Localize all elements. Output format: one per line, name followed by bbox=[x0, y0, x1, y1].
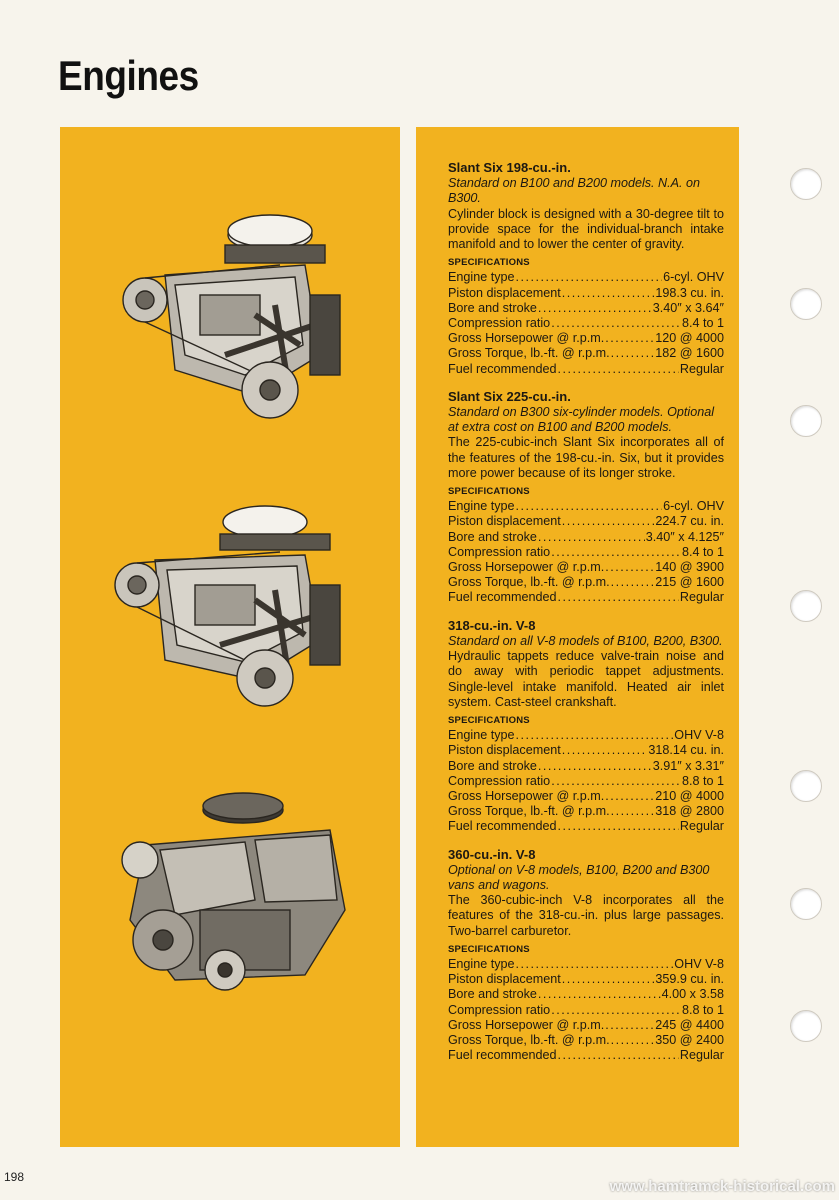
spec-label: Gross Horsepower @ r.p.m. bbox=[448, 788, 605, 803]
spec-label: Gross Torque, lb.-ft. @ r.p.m. bbox=[448, 346, 610, 361]
watermark: www.hamtramck-historical.com bbox=[609, 1178, 835, 1195]
spec-label: Compression ratio bbox=[448, 544, 551, 559]
binder-hole bbox=[790, 888, 822, 920]
spec-row bbox=[448, 545, 724, 560]
spec-value: 198.3 cu. in. bbox=[655, 285, 724, 300]
engine-availability: Optional on V-8 models, B100, B200 and B300 vans and wagons. bbox=[448, 862, 710, 892]
spec-value: 6-cyl. OHV bbox=[663, 270, 724, 285]
spec-row bbox=[448, 301, 724, 316]
spec-value: Regular bbox=[679, 1048, 724, 1063]
spec-row bbox=[448, 728, 724, 743]
binder-hole bbox=[790, 590, 822, 622]
spec-label: Fuel recommended bbox=[448, 819, 557, 834]
engine-title: Slant Six 198-cu.-in. bbox=[448, 160, 571, 175]
spec-row bbox=[448, 1003, 724, 1018]
spec-value: 140 @ 3900 bbox=[655, 560, 724, 575]
spec-value: 318 @ 2800 bbox=[655, 804, 724, 819]
spec-value: 182 @ 1600 bbox=[655, 346, 724, 361]
spec-label: Bore and stroke bbox=[448, 300, 537, 315]
spec-row bbox=[448, 530, 724, 545]
spec-label: Bore and stroke bbox=[448, 529, 537, 544]
spec-value: Regular bbox=[679, 361, 724, 376]
spec-label: Compression ratio bbox=[448, 773, 551, 788]
spec-label: Fuel recommended bbox=[448, 590, 557, 605]
slant-six-225-engine-image bbox=[105, 500, 365, 725]
engine-availability: Standard on all V-8 models of B100, B200, B300. bbox=[448, 633, 723, 648]
spec-row bbox=[448, 362, 724, 377]
engine-section-360-v8 bbox=[448, 847, 724, 1064]
spec-row bbox=[448, 514, 724, 529]
spec-label: Engine type bbox=[448, 499, 515, 514]
spec-label: Piston displacement bbox=[448, 743, 561, 758]
spec-label: Piston displacement bbox=[448, 514, 561, 529]
v8-engine-image bbox=[105, 790, 365, 1000]
binder-hole bbox=[790, 1010, 822, 1042]
spec-row bbox=[448, 759, 724, 774]
slant-six-198-engine-image bbox=[105, 205, 365, 440]
engine-description: Hydraulic tappets reduce valve-train noise and do away with periodic tappet adjustments. Single-level intake manifold. Heated air inlet system. Cast-steel crankshaft. bbox=[448, 649, 724, 709]
specifications-heading: SPECIFICATIONS bbox=[448, 943, 530, 955]
spec-label: Engine type bbox=[448, 270, 515, 285]
spec-value: 3.91″ x 3.31″ bbox=[652, 758, 724, 773]
spec-row bbox=[448, 590, 724, 605]
spec-row bbox=[448, 972, 724, 987]
spec-row bbox=[448, 774, 724, 789]
engine-section-318-v8 bbox=[448, 618, 724, 835]
engine-availability: Standard on B100 and B200 models. N.A. on B300. bbox=[448, 176, 701, 206]
spec-value: 8.8 to 1 bbox=[681, 1002, 724, 1017]
spec-row bbox=[448, 1048, 724, 1063]
spec-row bbox=[448, 331, 724, 346]
spec-value: 8.4 to 1 bbox=[681, 316, 724, 331]
spec-label: Gross Torque, lb.-ft. @ r.p.m. bbox=[448, 804, 610, 819]
binder-hole bbox=[790, 770, 822, 802]
spec-label: Piston displacement bbox=[448, 972, 561, 987]
spec-label: Engine type bbox=[448, 956, 515, 971]
engine-title: Slant Six 225-cu.-in. bbox=[448, 388, 571, 404]
spec-row bbox=[448, 575, 724, 590]
engine-title: 318-cu.-in. V-8 bbox=[448, 617, 536, 633]
spec-value: 224.7 cu. in. bbox=[655, 514, 724, 529]
spec-value: 3.40″ x 4.125″ bbox=[645, 529, 724, 544]
engine-description: The 225-cubic-inch Slant Six incorporates all of the features of the 198-cu.-in. Six, but it provides more power because of its longer stroke. bbox=[448, 435, 724, 480]
binder-hole bbox=[790, 405, 822, 437]
spec-label: Piston displacement bbox=[448, 285, 561, 300]
spec-row bbox=[448, 1018, 724, 1033]
spec-value: 350 @ 2400 bbox=[655, 1032, 724, 1047]
spec-row bbox=[448, 286, 724, 301]
spec-label: Engine type bbox=[448, 728, 515, 743]
spec-row bbox=[448, 987, 724, 1002]
spec-row bbox=[448, 270, 724, 285]
spec-value: Regular bbox=[679, 819, 724, 834]
spec-value: 8.8 to 1 bbox=[681, 773, 724, 788]
spec-label: Gross Horsepower @ r.p.m. bbox=[448, 331, 605, 346]
engine-availability: Standard on B300 six-cylinder models. Optional at extra cost on B100 and B200 models. bbox=[448, 405, 715, 435]
spec-label: Bore and stroke bbox=[448, 758, 537, 773]
page-title: Engines bbox=[58, 52, 199, 99]
spec-label: Fuel recommended bbox=[448, 361, 557, 376]
spec-row bbox=[448, 499, 724, 514]
specifications-heading: SPECIFICATIONS bbox=[448, 486, 530, 498]
spec-row bbox=[448, 804, 724, 819]
engine-description: Cylinder block is designed with a 30-degree tilt to provide space for the individual-branch intake manifold and to lower the center of gravity. bbox=[448, 206, 724, 252]
binder-hole bbox=[790, 168, 822, 200]
spec-row bbox=[448, 743, 724, 758]
spec-row bbox=[448, 560, 724, 575]
spec-value: 8.4 to 1 bbox=[681, 544, 724, 559]
engine-section-slant-six-225 bbox=[448, 389, 724, 606]
spec-row bbox=[448, 789, 724, 804]
spec-label: Compression ratio bbox=[448, 316, 551, 331]
spec-label: Gross Torque, lb.-ft. @ r.p.m. bbox=[448, 575, 610, 590]
spec-value: Regular bbox=[679, 590, 724, 605]
spec-row bbox=[448, 346, 724, 361]
spec-value: 210 @ 4000 bbox=[655, 788, 724, 803]
spec-label: Compression ratio bbox=[448, 1002, 551, 1017]
spec-label: Gross Horsepower @ r.p.m. bbox=[448, 1017, 605, 1032]
spec-label: Gross Torque, lb.-ft. @ r.p.m. bbox=[448, 1032, 610, 1047]
engine-description: The 360-cubic-inch V-8 incorporates all the features of the 318-cu.-in. plus large passages. Two-barrel carburetor. bbox=[448, 893, 724, 938]
spec-value: 3.40″ x 3.64″ bbox=[652, 300, 724, 315]
spec-value: 215 @ 1600 bbox=[655, 575, 724, 590]
spec-value: 4.00 x 3.58 bbox=[661, 987, 724, 1002]
spec-value: 245 @ 4400 bbox=[655, 1017, 724, 1032]
spec-label: Fuel recommended bbox=[448, 1048, 557, 1063]
spec-row bbox=[448, 819, 724, 834]
spec-row bbox=[448, 1033, 724, 1048]
spec-value: 6-cyl. OHV bbox=[663, 499, 724, 514]
engine-specifications bbox=[448, 160, 724, 1075]
spec-label: Gross Horsepower @ r.p.m. bbox=[448, 560, 605, 575]
page-number: 198 bbox=[4, 1170, 25, 1184]
spec-row bbox=[448, 316, 724, 331]
spec-value: 120 @ 4000 bbox=[655, 331, 724, 346]
engine-section-slant-six-198 bbox=[448, 160, 724, 377]
spec-value: 318.14 cu. in. bbox=[648, 743, 724, 758]
spec-value: OHV V-8 bbox=[674, 728, 724, 743]
spec-value: 359.9 cu. in. bbox=[655, 972, 724, 987]
binder-hole bbox=[790, 288, 822, 320]
specifications-heading: SPECIFICATIONS bbox=[448, 257, 530, 269]
spec-row bbox=[448, 957, 724, 972]
specifications-heading: SPECIFICATIONS bbox=[448, 714, 530, 726]
engine-title: 360-cu.-in. V-8 bbox=[448, 846, 536, 862]
spec-value: OHV V-8 bbox=[674, 956, 724, 971]
spec-label: Bore and stroke bbox=[448, 987, 537, 1002]
